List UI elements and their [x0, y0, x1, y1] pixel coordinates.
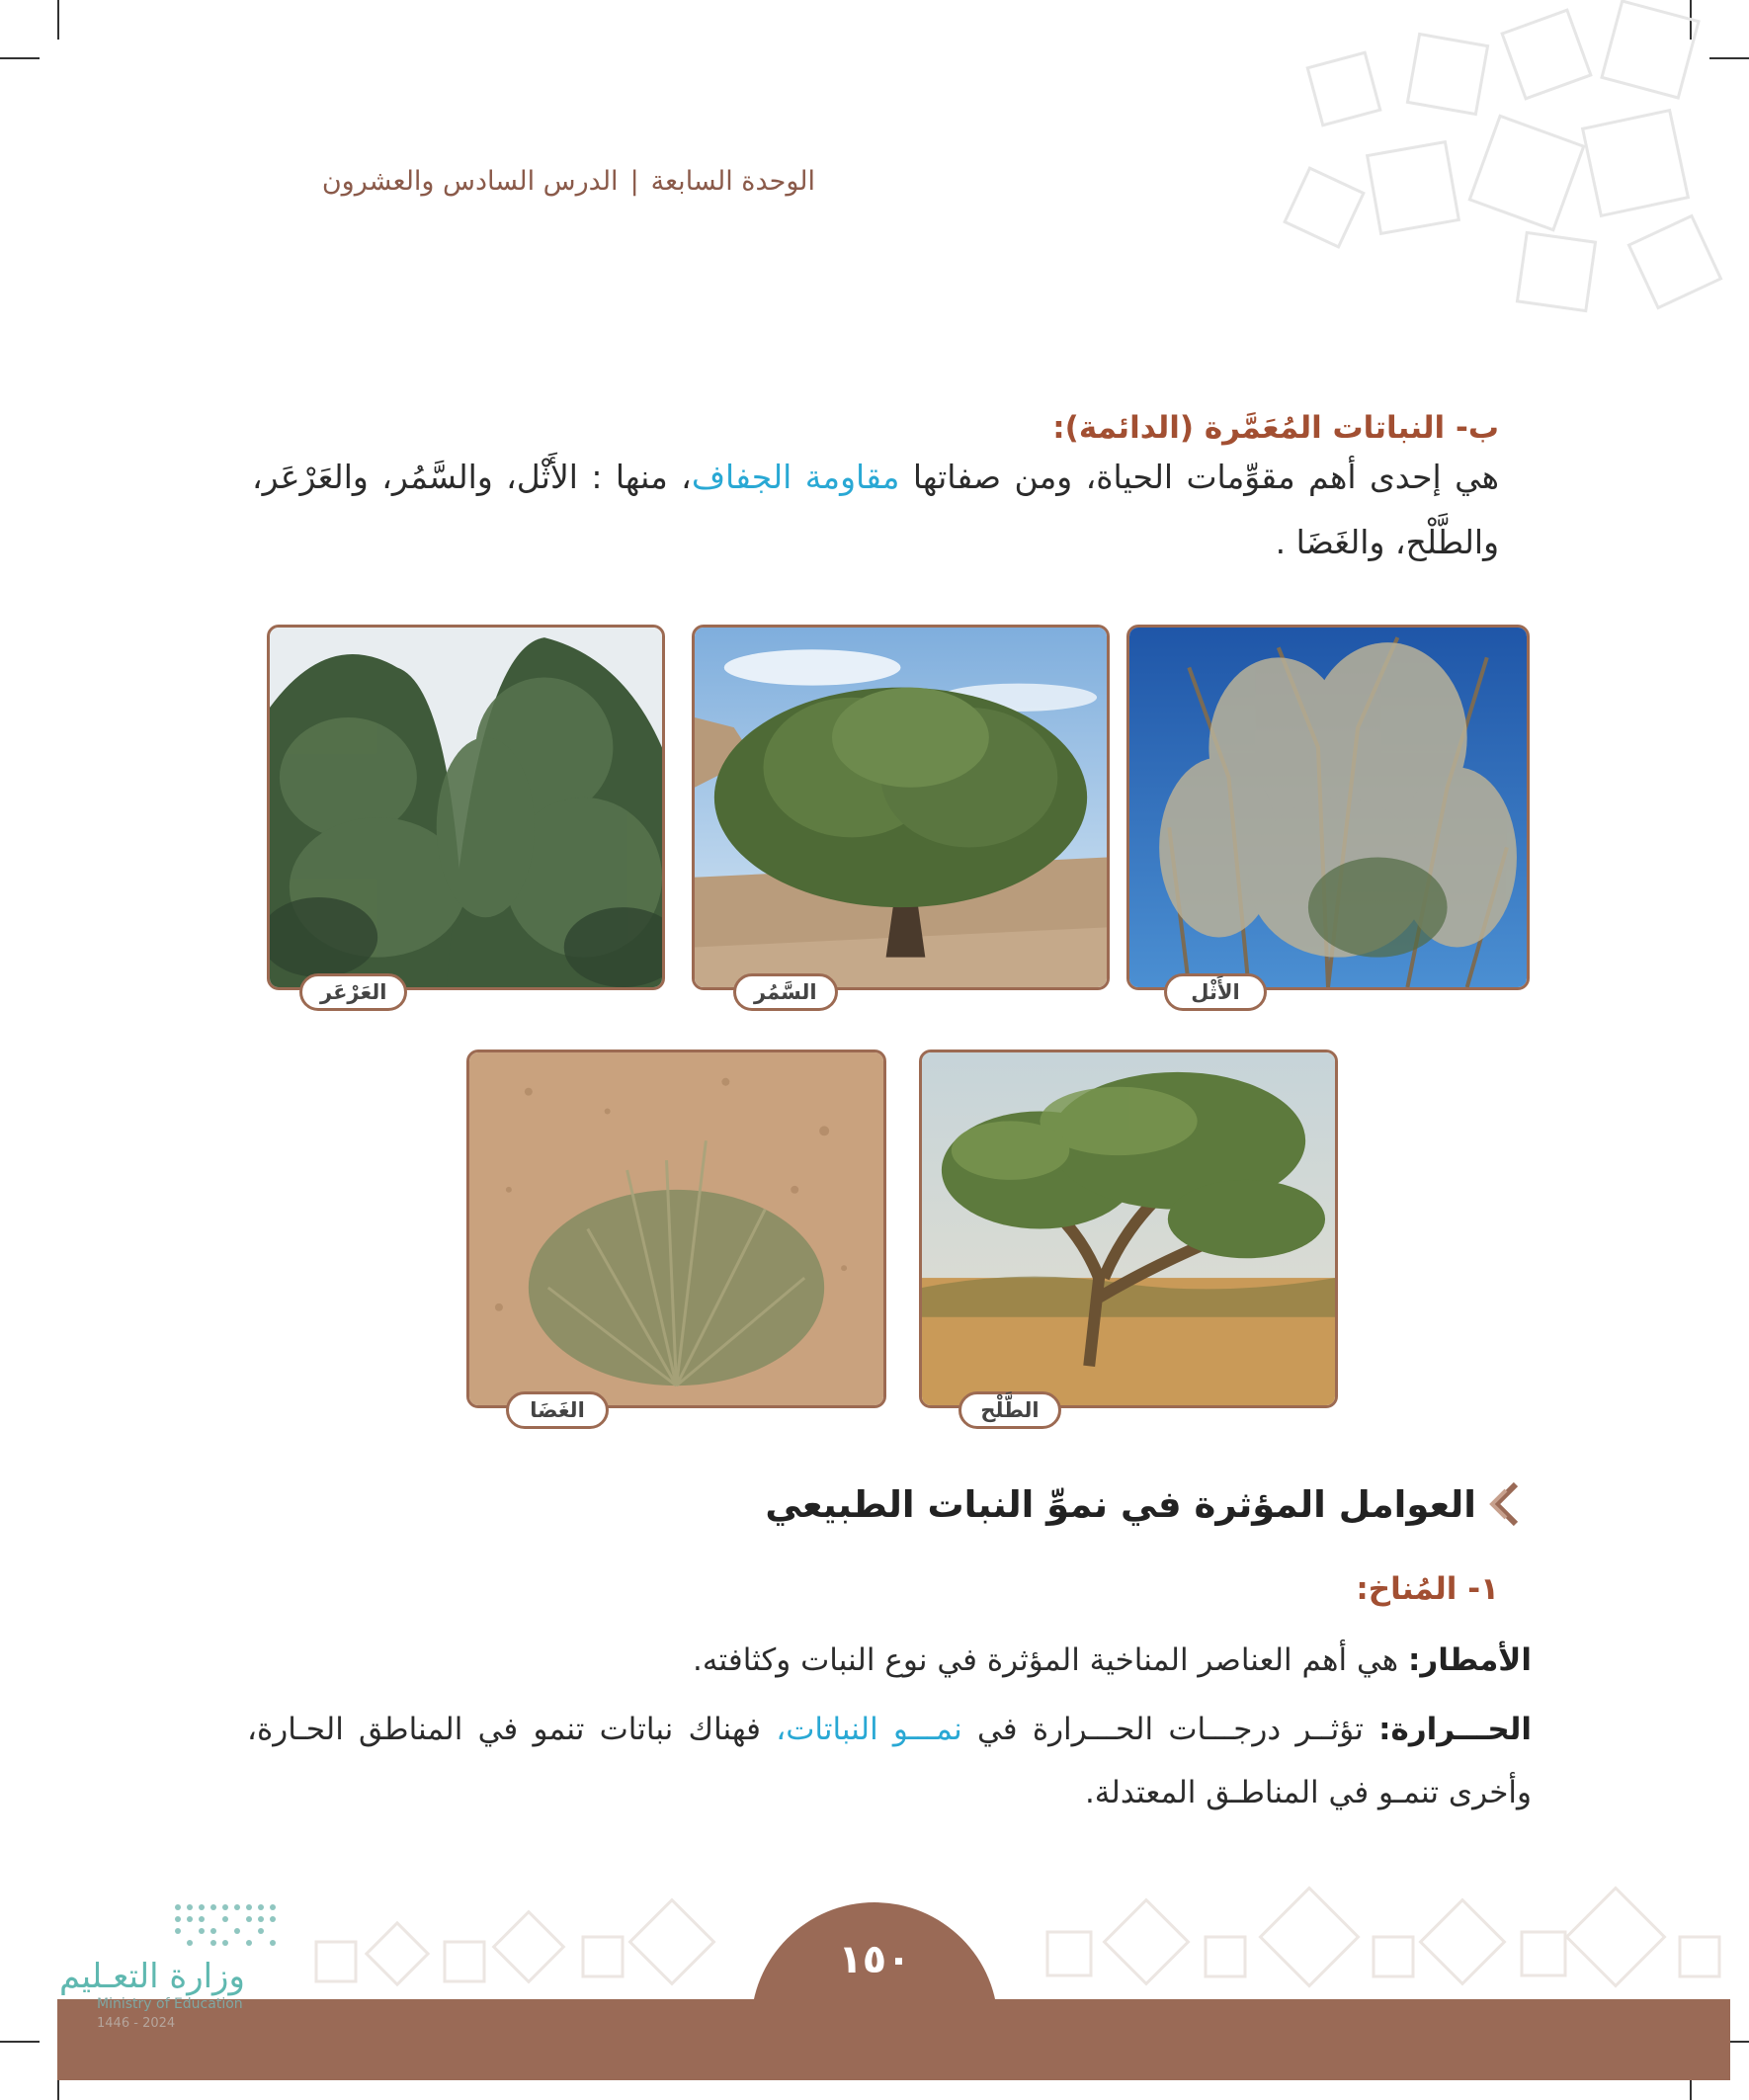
ministry-name-ar: وزارة التعـليم	[59, 1957, 245, 1996]
heat-text: تؤثــر درجـــات الحـــرارة في	[961, 1712, 1379, 1747]
caption-arar: العَرْعَر	[299, 973, 407, 1011]
caption-talh: الطَّلْح	[958, 1391, 1061, 1429]
paragraph-rain	[247, 1629, 1532, 1692]
term-heat: الحـــرارة:	[1378, 1712, 1532, 1747]
header-separator: |	[629, 166, 639, 197]
crop-mark	[0, 2041, 40, 2043]
heat-text: فهناك نباتات تنمو في المناطق الحـارة، وأخرى تنمـو في المناطـق المعتدلة.	[247, 1712, 1532, 1810]
photo-ghada	[466, 1050, 886, 1408]
ministry-name-en: Ministry of Education	[97, 1996, 243, 2012]
section-heading-factors	[765, 1482, 1520, 1526]
caption-ghada: الغَضَا	[506, 1391, 609, 1429]
decorative-pattern	[998, 0, 1749, 336]
crop-mark	[57, 0, 59, 40]
decorative-pattern	[296, 1873, 1739, 2001]
page-number: ١٥٠	[838, 1937, 911, 1982]
photo-athl	[1126, 625, 1530, 990]
photo-talh	[919, 1050, 1338, 1408]
climate-heading: ١- المُناخ:	[1356, 1571, 1499, 1607]
rain-text: هي أهم العناصر المناخية المؤثرة في نوع النبات وكثافته.	[693, 1642, 1409, 1678]
term-rain: الأمطار:	[1408, 1642, 1532, 1678]
highlighted-term: مقاومة الجفاف	[691, 458, 900, 496]
subsection-heading: ب- النباتات المُعَمَّرة (الدائمة):	[1052, 410, 1499, 446]
paragraph-text: هي إحدى أهم مقوِّمات الحياة، ومن صفاتها	[899, 458, 1499, 496]
paragraph-text: ، منها : الأَثْل، والسَّمُر، والعَرْعَر، والطَّلْح، والغَضَا .	[252, 458, 1499, 561]
crop-mark	[0, 57, 40, 59]
caption-athl: الأَثْل	[1164, 973, 1267, 1011]
ministry-year: 2024 - 1446	[97, 2016, 176, 2031]
photo-samur	[692, 625, 1110, 990]
photo-arar	[267, 625, 665, 990]
caption-samur: السَّمُر	[733, 973, 838, 1011]
paragraph-perennial-plants	[252, 445, 1499, 575]
running-header	[322, 166, 815, 197]
unit-title: الوحدة السابعة	[650, 166, 815, 197]
paragraph-heat	[247, 1698, 1532, 1824]
chevron-left-icon	[1486, 1482, 1520, 1526]
section-heading-text: العوامل المؤثرة في نموِّ النبات الطبيعي	[765, 1482, 1476, 1526]
lesson-title: الدرس السادس والعشرون	[321, 166, 619, 197]
highlighted-term: نمـــو النباتات،	[776, 1712, 962, 1747]
